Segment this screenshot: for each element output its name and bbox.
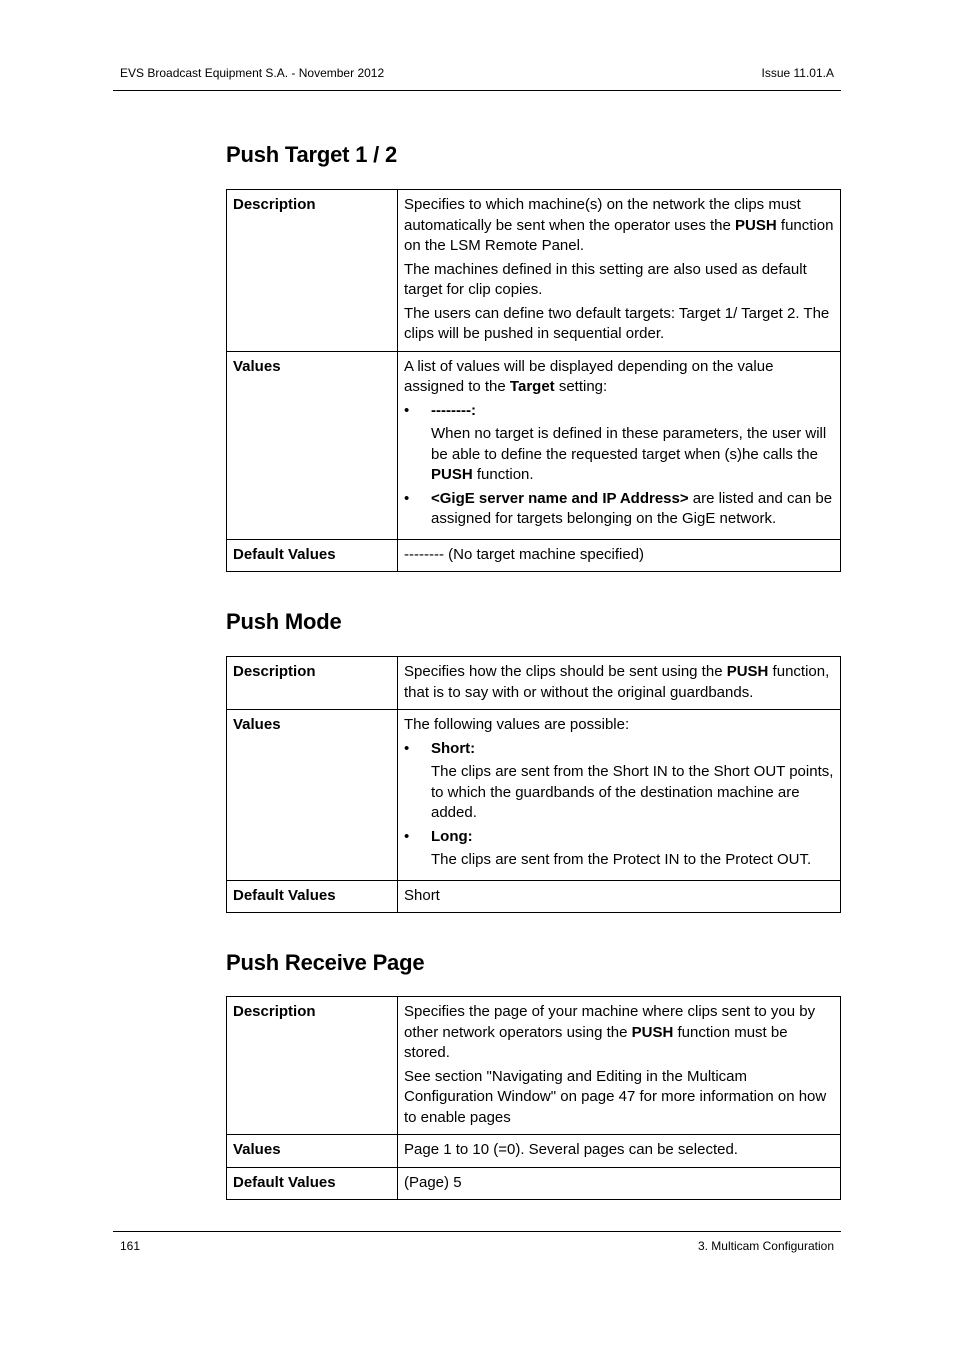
- section-title-push-mode: Push Mode: [226, 609, 342, 634]
- row-value: Short: [398, 880, 841, 913]
- row-label: Values: [227, 710, 398, 881]
- bullet-item: • <GigE server name and IP Address> are listed and can be assigned for targets belonging on the GigE network.: [404, 489, 834, 530]
- table-row-values: [227, 351, 841, 539]
- values-intro: The following values are possible:: [404, 716, 630, 733]
- table-row-values: [227, 710, 841, 881]
- row-label: Description: [227, 657, 398, 710]
- header-publisher: EVS Broadcast Equipment S.A. - November 2012: [120, 66, 385, 80]
- table-row-description: [227, 190, 841, 352]
- row-value: [398, 351, 841, 539]
- description-paragraph: Specifies how the clips should be sent using the PUSH function, that is to say with or without the original guardbands.: [404, 663, 830, 701]
- table-row-default: [227, 880, 841, 913]
- push-target-table: [226, 189, 841, 572]
- description-paragraph: Specifies the page of your machine where clips sent to you by other network operators using the PUSH function must be stored.: [404, 1003, 816, 1061]
- page-footer: [113, 1231, 841, 1253]
- description-paragraph: The machines defined in this setting are also used as default target for clip copies.: [404, 260, 807, 298]
- row-value: [398, 190, 841, 352]
- row-label: Default Values: [227, 880, 398, 913]
- table-row-default: [227, 539, 841, 572]
- table-row-default: [227, 1167, 841, 1200]
- row-label: Default Values: [227, 539, 398, 572]
- bullet-item: • --------:: [404, 401, 834, 422]
- footer-chapter: 3. Multicam Configuration: [697, 1239, 834, 1253]
- row-label: Values: [227, 351, 398, 539]
- page-header: [113, 66, 841, 91]
- description-paragraph: The users can define two default targets: Target 1/ Target 2. The clips will be pushed in sequential order.: [404, 304, 830, 342]
- row-value: -------- (No target machine specified): [398, 539, 841, 572]
- bullet-description: The clips are sent from the Short IN to the Short OUT points, to which the guardbands of the destination machine are added.: [431, 763, 834, 821]
- page-number: 161: [120, 1239, 141, 1253]
- row-label: Description: [227, 190, 398, 352]
- row-label: Default Values: [227, 1167, 398, 1200]
- row-label: Description: [227, 997, 398, 1135]
- row-value: [398, 997, 841, 1135]
- bullet-description: The clips are sent from the Protect IN to the Protect OUT.: [431, 851, 812, 868]
- section-title-push-receive-page: Push Receive Page: [226, 950, 425, 975]
- row-label: Values: [227, 1135, 398, 1168]
- description-paragraph: Specifies to which machine(s) on the network the clips must automatically be sent when the operator uses the PUSH function on the LSM Remote Panel.: [404, 196, 834, 254]
- section-title-push-target: Push Target 1 / 2: [226, 142, 398, 167]
- row-value: (Page) 5: [398, 1167, 841, 1200]
- row-value: [398, 657, 841, 710]
- header-issue: Issue 11.01.A: [761, 66, 834, 80]
- description-paragraph: See section "Navigating and Editing in the Multicam Configuration Window" on page 47 for more information on how to enable pages: [404, 1067, 827, 1126]
- table-row-description: [227, 657, 841, 710]
- table-row-values: [227, 1135, 841, 1168]
- values-intro: A list of values will be displayed depending on the value assigned to the Target setting:: [404, 357, 774, 395]
- bullet-description: When no target is defined in these parameters, the user will be able to define the requested target when (s)he calls the PUSH function.: [431, 425, 827, 483]
- table-row-description: [227, 997, 841, 1135]
- push-mode-table: [226, 656, 841, 913]
- row-value: Page 1 to 10 (=0). Several pages can be selected.: [398, 1135, 841, 1168]
- push-receive-page-table: [226, 996, 841, 1200]
- bullet-item: • Short:: [404, 739, 834, 760]
- row-value: [398, 710, 841, 881]
- bullet-item: • Long:: [404, 827, 834, 848]
